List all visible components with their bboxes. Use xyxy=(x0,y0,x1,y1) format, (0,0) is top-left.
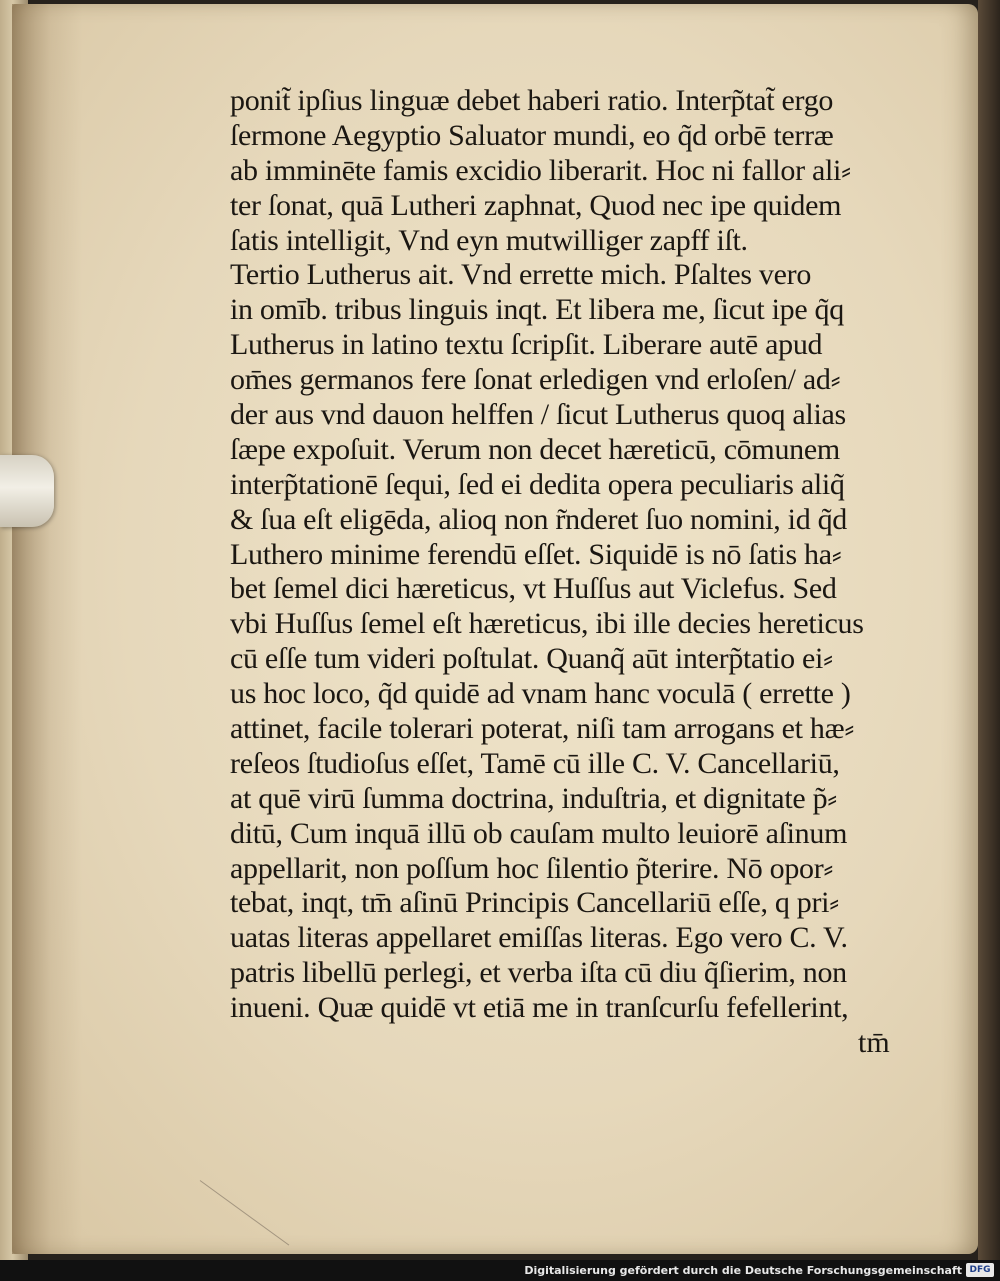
text-line: interp̃tationē ſequi, ſed ei dedita opera peculiaris aliq̃ xyxy=(230,467,845,501)
text-line: om̄es germanos fere ſonat erledigen vnd erloſen/ ad⸗ xyxy=(230,363,841,397)
text-line: Luthero minime ferendū eſſet. Siquidē is nō ſatis ha⸗ xyxy=(230,537,842,571)
page-clip-holder xyxy=(0,455,54,527)
text-line: der aus vnd dauon helffen / ſicut Lutherus quoq alias xyxy=(230,398,846,432)
text-line: bet ſemel dici hæreticus, vt Huſſus aut Viclefus. Sed xyxy=(230,572,837,606)
text-line: ſæpe expoſuit. Verum non decet hæreticū, cōmunem xyxy=(230,432,840,466)
text-line: ponit̃ ipſius linguæ debet haberi ratio. Interp̃tat̃ ergo xyxy=(230,84,834,117)
text-line: reſeos ſtudioſus eſſet, Tamē cū ille C. V. Cancellariū, xyxy=(230,746,840,780)
funding-credit-text: Digitalisierung gefördert durch die Deutsche Forschungsgemeinschaft xyxy=(524,1264,962,1277)
text-line: vbi Huſſus ſemel eſt hæreticus, ibi ille decies hereticus xyxy=(230,607,864,641)
text-line: ditū, Cum inquā illū ob cauſam multo leuiorē aſinum xyxy=(230,816,848,850)
text-line: attinet, facile tolerari poterat, niſi tam arrogans et hæ⸗ xyxy=(230,712,855,746)
text-line: uatas literas appellaret emiſſas literas. Ego vero C. V. xyxy=(230,921,848,955)
catchword: tm̄ xyxy=(858,1026,890,1059)
text-line: at quē virū ſumma doctrina, induſtria, et dignitate p̃⸗ xyxy=(230,781,837,815)
text-line: ab imminēte famis excidio liberarit. Hoc ni fallor ali⸗ xyxy=(230,153,851,187)
body-text-block xyxy=(230,84,890,1026)
text-line: cū eſſe tum videri poſtulat. Quanq̃ aūt interp̃tatio ei⸗ xyxy=(230,642,833,676)
text-line: in omīb. tribus linguis inqt. Et libera me, ſicut ipe q̃q xyxy=(230,293,844,327)
page-right-edge xyxy=(978,0,1000,1260)
text-line: Tertio Lutherus ait. Vnd errette mich. Pſaltes vero xyxy=(230,258,812,292)
text-line: ter ſonat, quā Lutheri zaphnat, Quod nec ipe quidem xyxy=(230,188,842,222)
text-line: ſermone Aegyptio Saluator mundi, eo q̃d orbē terræ xyxy=(230,118,834,152)
text-line: patris libellū perlegi, et verba iſta cū diu q̃ſierim, non xyxy=(230,956,847,990)
text-line: us hoc loco, q̃d quidē ad vnam hanc voculā ( errette ) xyxy=(230,677,851,711)
text-line: inueni. Quæ quidē vt etiā me in tranſcurſu fefellerint, xyxy=(230,991,849,1025)
text-line: tebat, inqt, tm̄ aſinū Principis Cancellariū eſſe, q pri⸗ xyxy=(230,886,839,920)
dfg-logo-icon: DFG xyxy=(966,1263,994,1277)
digitization-footer xyxy=(0,1260,1000,1281)
text-line: ſatis intelligit, Vnd eyn mutwilliger zapff iſt. xyxy=(230,223,748,257)
text-line: Lutherus in latino textu ſcripſit. Liberare autē apud xyxy=(230,328,823,362)
text-line: & ſua eſt eligēda, alioq non r̃nderet ſuo nomini, id q̃d xyxy=(230,502,847,536)
page-gutter-shadow xyxy=(12,4,82,1254)
text-line: appellarit, non poſſum hoc ſilentio p̃terire. Nō opor⸗ xyxy=(230,851,834,885)
